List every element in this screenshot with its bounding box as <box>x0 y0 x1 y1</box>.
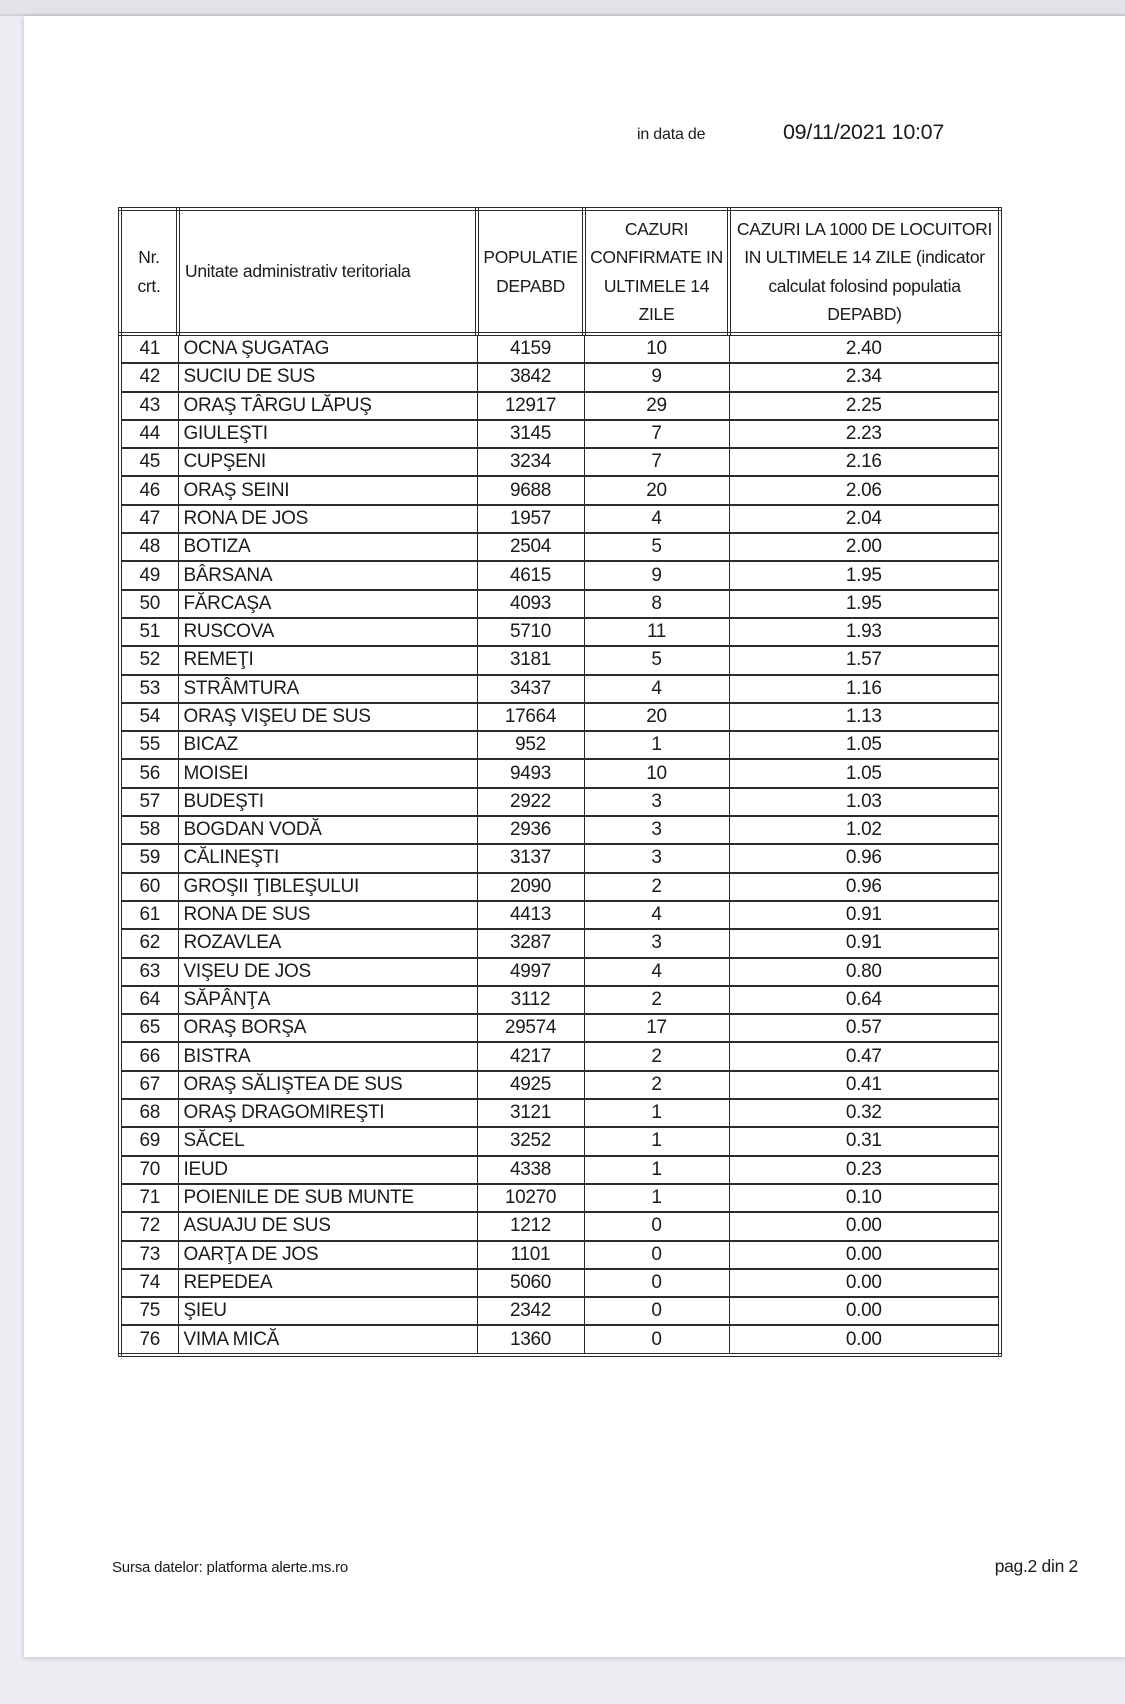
uat-name-cell: IEUD <box>178 1156 477 1184</box>
row-number-cell: 44 <box>120 420 178 448</box>
population-cell: 5060 <box>477 1269 584 1297</box>
population-cell: 3121 <box>477 1099 584 1127</box>
population-cell: 4997 <box>477 958 584 986</box>
date-value: 09/11/2021 10:07 <box>783 120 944 144</box>
row-number-cell: 61 <box>120 901 178 929</box>
table-row <box>120 618 1000 646</box>
uat-name-cell: BICAZ <box>178 731 477 759</box>
rate-per-1000-cell: 0.64 <box>729 986 1000 1014</box>
rate-per-1000-cell: 0.91 <box>729 901 1000 929</box>
cases-14d-cell: 2 <box>584 1042 729 1070</box>
table-body <box>120 334 1000 1355</box>
population-cell: 3437 <box>477 675 584 703</box>
header-cases-14d: CAZURI CONFIRMATE IN ULTIMELE 14 ZILE <box>584 209 729 334</box>
table-row <box>120 334 1000 363</box>
population-cell: 1212 <box>477 1212 584 1240</box>
population-cell: 2922 <box>477 788 584 816</box>
cases-14d-cell: 4 <box>584 958 729 986</box>
uat-name-cell: STRÂMTURA <box>178 675 477 703</box>
row-number-cell: 75 <box>120 1297 178 1325</box>
cases-14d-cell: 0 <box>584 1241 729 1269</box>
cases-14d-cell: 7 <box>584 420 729 448</box>
row-number-cell: 41 <box>120 334 178 363</box>
row-number-cell: 73 <box>120 1241 178 1269</box>
cases-14d-cell: 1 <box>584 1184 729 1212</box>
table-row <box>120 1184 1000 1212</box>
table-row <box>120 1014 1000 1042</box>
cases-14d-cell: 0 <box>584 1297 729 1325</box>
cases-14d-cell: 29 <box>584 392 729 420</box>
rate-per-1000-cell: 1.16 <box>729 675 1000 703</box>
table-row <box>120 1269 1000 1297</box>
header-population: POPULATIE DEPABD <box>477 209 584 334</box>
table-row <box>120 1127 1000 1155</box>
rate-per-1000-cell: 2.34 <box>729 363 1000 391</box>
uat-name-cell: BISTRA <box>178 1042 477 1070</box>
rate-per-1000-cell: 0.32 <box>729 1099 1000 1127</box>
table-header <box>120 209 1000 334</box>
table-row <box>120 1042 1000 1070</box>
population-cell: 29574 <box>477 1014 584 1042</box>
footer-page-number: pag.2 din 2 <box>994 1556 1078 1576</box>
rate-per-1000-cell: 2.23 <box>729 420 1000 448</box>
row-number-cell: 58 <box>120 816 178 844</box>
uat-name-cell: ORAŞ BORŞA <box>178 1014 477 1042</box>
row-number-cell: 47 <box>120 505 178 533</box>
cases-14d-cell: 3 <box>584 788 729 816</box>
rate-per-1000-cell: 0.00 <box>729 1241 1000 1269</box>
uat-name-cell: ORAŞ SEINI <box>178 476 477 504</box>
date-label: in data de <box>637 126 706 143</box>
uat-name-cell: ORAŞ TÂRGU LĂPUŞ <box>178 392 477 420</box>
cases-14d-cell: 1 <box>584 1099 729 1127</box>
background-top-strip <box>0 0 1125 16</box>
uat-name-cell: SĂPÂNŢA <box>178 986 477 1014</box>
cases-14d-cell: 17 <box>584 1014 729 1042</box>
uat-name-cell: ORAŞ SĂLIŞTEA DE SUS <box>178 1071 477 1099</box>
uat-name-cell: POIENILE DE SUB MUNTE <box>178 1184 477 1212</box>
rate-per-1000-cell: 2.04 <box>729 505 1000 533</box>
uat-name-cell: MOISEI <box>178 759 477 787</box>
row-number-cell: 76 <box>120 1325 178 1354</box>
table-row <box>120 561 1000 589</box>
cases-14d-cell: 5 <box>584 533 729 561</box>
row-number-cell: 66 <box>120 1042 178 1070</box>
cases-14d-cell: 2 <box>584 873 729 901</box>
table-row <box>120 533 1000 561</box>
uat-name-cell: GIULEŞTI <box>178 420 477 448</box>
table-row <box>120 844 1000 872</box>
rate-per-1000-cell: 1.03 <box>729 788 1000 816</box>
table-row <box>120 675 1000 703</box>
rate-per-1000-cell: 2.06 <box>729 476 1000 504</box>
rate-per-1000-cell: 1.05 <box>729 731 1000 759</box>
rate-per-1000-cell: 1.02 <box>729 816 1000 844</box>
uat-name-cell: VIMA MICĂ <box>178 1325 477 1354</box>
row-number-cell: 69 <box>120 1127 178 1155</box>
uat-name-cell: CUPŞENI <box>178 448 477 476</box>
cases-14d-cell: 2 <box>584 1071 729 1099</box>
rate-per-1000-cell: 1.57 <box>729 646 1000 674</box>
population-cell: 2504 <box>477 533 584 561</box>
table-row <box>120 816 1000 844</box>
rate-per-1000-cell: 0.31 <box>729 1127 1000 1155</box>
population-cell: 3842 <box>477 363 584 391</box>
rate-per-1000-cell: 1.13 <box>729 703 1000 731</box>
population-cell: 2090 <box>477 873 584 901</box>
rate-per-1000-cell: 2.25 <box>729 392 1000 420</box>
rate-per-1000-cell: 0.23 <box>729 1156 1000 1184</box>
population-cell: 17664 <box>477 703 584 731</box>
population-cell: 4615 <box>477 561 584 589</box>
row-number-cell: 57 <box>120 788 178 816</box>
uat-name-cell: ŞIEU <box>178 1297 477 1325</box>
rate-per-1000-cell: 2.16 <box>729 448 1000 476</box>
population-cell: 1957 <box>477 505 584 533</box>
population-cell: 4925 <box>477 1071 584 1099</box>
population-cell: 952 <box>477 731 584 759</box>
uat-name-cell: RONA DE SUS <box>178 901 477 929</box>
cases-14d-cell: 0 <box>584 1325 729 1354</box>
row-number-cell: 55 <box>120 731 178 759</box>
uat-name-cell: GROŞII ŢIBLEŞULUI <box>178 873 477 901</box>
table-row <box>120 420 1000 448</box>
row-number-cell: 52 <box>120 646 178 674</box>
table-row <box>120 958 1000 986</box>
uat-name-cell: VIŞEU DE JOS <box>178 958 477 986</box>
rate-per-1000-cell: 0.00 <box>729 1212 1000 1240</box>
population-cell: 3112 <box>477 986 584 1014</box>
row-number-cell: 50 <box>120 590 178 618</box>
row-number-cell: 67 <box>120 1071 178 1099</box>
row-number-cell: 49 <box>120 561 178 589</box>
cases-14d-cell: 1 <box>584 731 729 759</box>
population-cell: 10270 <box>477 1184 584 1212</box>
table-row <box>120 448 1000 476</box>
table-row <box>120 1099 1000 1127</box>
table-row <box>120 759 1000 787</box>
table-row <box>120 590 1000 618</box>
rate-per-1000-cell: 0.96 <box>729 873 1000 901</box>
cases-14d-cell: 3 <box>584 844 729 872</box>
table-row <box>120 901 1000 929</box>
rate-per-1000-cell: 1.95 <box>729 590 1000 618</box>
table-row <box>120 1241 1000 1269</box>
cases-14d-cell: 3 <box>584 816 729 844</box>
uat-name-cell: OARŢA DE JOS <box>178 1241 477 1269</box>
rate-per-1000-cell: 0.41 <box>729 1071 1000 1099</box>
table-row <box>120 986 1000 1014</box>
uat-name-cell: ASUAJU DE SUS <box>178 1212 477 1240</box>
uat-name-cell: BOGDAN VODĂ <box>178 816 477 844</box>
table-row <box>120 1071 1000 1099</box>
population-cell: 1101 <box>477 1241 584 1269</box>
cases-14d-cell: 3 <box>584 929 729 957</box>
row-number-cell: 64 <box>120 986 178 1014</box>
population-cell: 12917 <box>477 392 584 420</box>
cases-14d-cell: 1 <box>584 1127 729 1155</box>
uat-cases-table <box>118 207 1002 1357</box>
rate-per-1000-cell: 0.00 <box>729 1325 1000 1354</box>
cases-14d-cell: 7 <box>584 448 729 476</box>
header-nr-crt: Nr. crt. <box>120 209 178 334</box>
row-number-cell: 51 <box>120 618 178 646</box>
population-cell: 9688 <box>477 476 584 504</box>
rate-per-1000-cell: 0.80 <box>729 958 1000 986</box>
row-number-cell: 70 <box>120 1156 178 1184</box>
cases-14d-cell: 20 <box>584 703 729 731</box>
table-row <box>120 392 1000 420</box>
uat-name-cell: RUSCOVA <box>178 618 477 646</box>
uat-name-cell: BÂRSANA <box>178 561 477 589</box>
population-cell: 4093 <box>477 590 584 618</box>
table-row <box>120 1212 1000 1240</box>
uat-name-cell: ROZAVLEA <box>178 929 477 957</box>
population-cell: 4159 <box>477 334 584 363</box>
row-number-cell: 63 <box>120 958 178 986</box>
uat-name-cell: BOTIZA <box>178 533 477 561</box>
uat-name-cell: SĂCEL <box>178 1127 477 1155</box>
report-dateline <box>637 120 944 145</box>
row-number-cell: 72 <box>120 1212 178 1240</box>
population-cell: 1360 <box>477 1325 584 1354</box>
table-row <box>120 646 1000 674</box>
cases-14d-cell: 1 <box>584 1156 729 1184</box>
rate-per-1000-cell: 0.91 <box>729 929 1000 957</box>
population-cell: 3181 <box>477 646 584 674</box>
rate-per-1000-cell: 0.00 <box>729 1269 1000 1297</box>
cases-14d-cell: 10 <box>584 759 729 787</box>
rate-per-1000-cell: 1.05 <box>729 759 1000 787</box>
row-number-cell: 74 <box>120 1269 178 1297</box>
table-row <box>120 476 1000 504</box>
uat-name-cell: RONA DE JOS <box>178 505 477 533</box>
cases-14d-cell: 10 <box>584 334 729 363</box>
population-cell: 3137 <box>477 844 584 872</box>
uat-name-cell: OCNA ŞUGATAG <box>178 334 477 363</box>
cases-14d-cell: 20 <box>584 476 729 504</box>
row-number-cell: 43 <box>120 392 178 420</box>
table-row <box>120 1325 1000 1354</box>
uat-name-cell: ORAŞ VIŞEU DE SUS <box>178 703 477 731</box>
population-cell: 4338 <box>477 1156 584 1184</box>
table-row <box>120 505 1000 533</box>
table-row <box>120 873 1000 901</box>
header-uat-name: Unitate administrativ teritoriala <box>178 209 477 334</box>
row-number-cell: 68 <box>120 1099 178 1127</box>
row-number-cell: 71 <box>120 1184 178 1212</box>
page-footer <box>112 1556 1078 1577</box>
table-row <box>120 731 1000 759</box>
row-number-cell: 62 <box>120 929 178 957</box>
cases-14d-cell: 4 <box>584 901 729 929</box>
row-number-cell: 45 <box>120 448 178 476</box>
cases-14d-cell: 9 <box>584 363 729 391</box>
header-row <box>120 209 1000 334</box>
table-row <box>120 1156 1000 1184</box>
rate-per-1000-cell: 0.57 <box>729 1014 1000 1042</box>
population-cell: 4217 <box>477 1042 584 1070</box>
row-number-cell: 65 <box>120 1014 178 1042</box>
header-rate-per-1000: CAZURI LA 1000 DE LOCUITORI IN ULTIMELE 14 ZILE (indicator calculat folosind populatia DEPABD) <box>729 209 1000 334</box>
cases-14d-cell: 0 <box>584 1269 729 1297</box>
population-cell: 2936 <box>477 816 584 844</box>
uat-name-cell: ORAŞ DRAGOMIREŞTI <box>178 1099 477 1127</box>
cases-14d-cell: 2 <box>584 986 729 1014</box>
population-cell: 3252 <box>477 1127 584 1155</box>
cases-14d-cell: 0 <box>584 1212 729 1240</box>
cases-14d-cell: 11 <box>584 618 729 646</box>
row-number-cell: 53 <box>120 675 178 703</box>
document-page <box>24 16 1125 1657</box>
cases-14d-cell: 4 <box>584 675 729 703</box>
population-cell: 2342 <box>477 1297 584 1325</box>
row-number-cell: 59 <box>120 844 178 872</box>
table-row <box>120 363 1000 391</box>
uat-name-cell: REMEŢI <box>178 646 477 674</box>
table-row <box>120 929 1000 957</box>
population-cell: 4413 <box>477 901 584 929</box>
footer-source: Sursa datelor: platforma alerte.ms.ro <box>112 1559 349 1576</box>
uat-name-cell: CĂLINEŞTI <box>178 844 477 872</box>
cases-14d-cell: 4 <box>584 505 729 533</box>
rate-per-1000-cell: 2.00 <box>729 533 1000 561</box>
population-cell: 3145 <box>477 420 584 448</box>
rate-per-1000-cell: 0.47 <box>729 1042 1000 1070</box>
row-number-cell: 46 <box>120 476 178 504</box>
row-number-cell: 60 <box>120 873 178 901</box>
cases-14d-cell: 9 <box>584 561 729 589</box>
population-cell: 3234 <box>477 448 584 476</box>
table-row <box>120 788 1000 816</box>
table-row <box>120 1297 1000 1325</box>
population-cell: 9493 <box>477 759 584 787</box>
cases-14d-cell: 5 <box>584 646 729 674</box>
rate-per-1000-cell: 1.93 <box>729 618 1000 646</box>
rate-per-1000-cell: 0.96 <box>729 844 1000 872</box>
rate-per-1000-cell: 0.00 <box>729 1297 1000 1325</box>
cases-14d-cell: 8 <box>584 590 729 618</box>
row-number-cell: 54 <box>120 703 178 731</box>
table-row <box>120 703 1000 731</box>
row-number-cell: 42 <box>120 363 178 391</box>
rate-per-1000-cell: 2.40 <box>729 334 1000 363</box>
row-number-cell: 48 <box>120 533 178 561</box>
rate-per-1000-cell: 1.95 <box>729 561 1000 589</box>
population-cell: 3287 <box>477 929 584 957</box>
uat-name-cell: SUCIU DE SUS <box>178 363 477 391</box>
uat-name-cell: FĂRCAŞA <box>178 590 477 618</box>
uat-name-cell: REPEDEA <box>178 1269 477 1297</box>
uat-name-cell: BUDEŞTI <box>178 788 477 816</box>
row-number-cell: 56 <box>120 759 178 787</box>
population-cell: 5710 <box>477 618 584 646</box>
rate-per-1000-cell: 0.10 <box>729 1184 1000 1212</box>
